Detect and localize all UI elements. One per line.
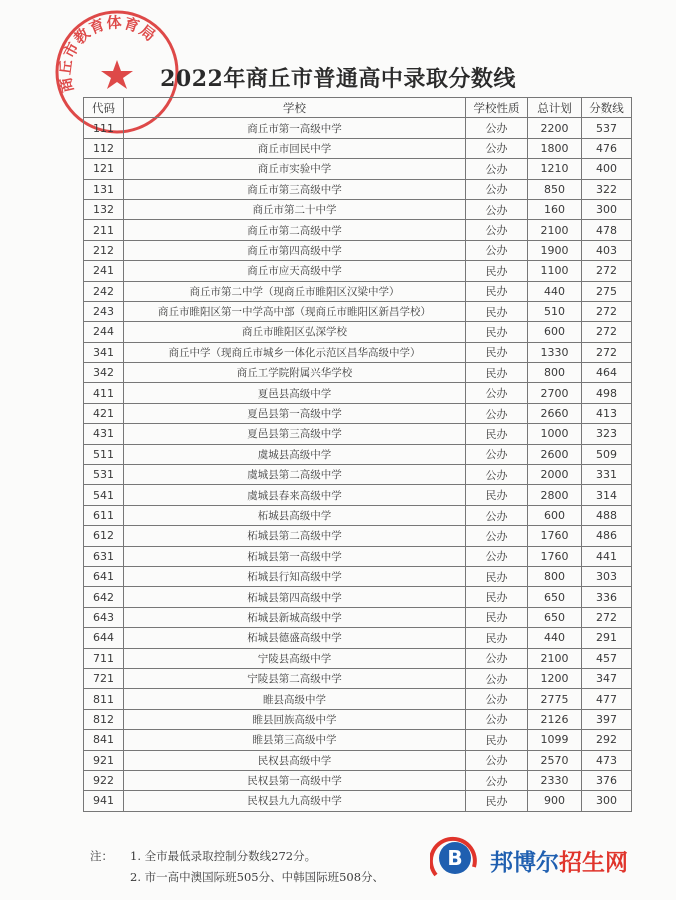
notes-label: 注：	[90, 849, 113, 863]
cell-score: 477	[582, 689, 632, 709]
cell-type: 民办	[466, 566, 528, 586]
cell-code: 641	[84, 566, 124, 586]
cell-school: 商丘市第一高级中学	[124, 118, 466, 138]
cell-score: 400	[582, 159, 632, 179]
cell-school: 商丘市实验中学	[124, 159, 466, 179]
cell-score: 272	[582, 261, 632, 281]
table-row	[84, 403, 632, 423]
cell-score: 336	[582, 587, 632, 607]
cell-plan: 2800	[528, 485, 582, 505]
cell-type: 公办	[466, 403, 528, 423]
cell-plan: 800	[528, 363, 582, 383]
cell-score: 275	[582, 281, 632, 301]
cell-plan: 2660	[528, 403, 582, 423]
cell-code: 212	[84, 240, 124, 260]
table-row	[84, 689, 632, 709]
cell-code: 721	[84, 668, 124, 688]
cell-score: 486	[582, 526, 632, 546]
cell-school: 柘城县第四高级中学	[124, 587, 466, 607]
brand-part-a: 邦博尔	[490, 850, 559, 876]
cell-code: 841	[84, 730, 124, 750]
cell-code: 642	[84, 587, 124, 607]
cell-school: 柘城县德盛高级中学	[124, 628, 466, 648]
cell-code: 132	[84, 199, 124, 219]
cell-school: 柘城县行知高级中学	[124, 566, 466, 586]
cell-code: 244	[84, 322, 124, 342]
cell-code: 211	[84, 220, 124, 240]
cell-plan: 1210	[528, 159, 582, 179]
cell-school: 虞城县第二高级中学	[124, 465, 466, 485]
cell-score: 537	[582, 118, 632, 138]
cell-plan: 2570	[528, 750, 582, 770]
table-row	[84, 199, 632, 219]
cell-type: 民办	[466, 342, 528, 362]
cell-code: 342	[84, 363, 124, 383]
cell-school: 商丘工学院附属兴华学校	[124, 363, 466, 383]
table-row	[84, 281, 632, 301]
cell-code: 631	[84, 546, 124, 566]
table-row	[84, 220, 632, 240]
table-row	[84, 261, 632, 281]
cell-code: 121	[84, 159, 124, 179]
cell-type: 民办	[466, 587, 528, 607]
cell-plan: 440	[528, 281, 582, 301]
cell-school: 商丘中学（现商丘市城乡一体化示范区昌华高级中学）	[124, 342, 466, 362]
cell-code: 511	[84, 444, 124, 464]
cell-plan: 600	[528, 322, 582, 342]
cell-score: 323	[582, 424, 632, 444]
cell-score: 292	[582, 730, 632, 750]
admission-score-table	[83, 97, 632, 812]
cell-plan: 1000	[528, 424, 582, 444]
table-row	[84, 709, 632, 729]
cell-type: 民办	[466, 424, 528, 444]
table-header-row	[84, 98, 632, 118]
table-row	[84, 424, 632, 444]
header-code: 代码	[84, 98, 124, 118]
cell-code: 111	[84, 118, 124, 138]
cell-plan: 1900	[528, 240, 582, 260]
cell-score: 300	[582, 199, 632, 219]
cell-code: 922	[84, 770, 124, 790]
table-row	[84, 668, 632, 688]
table-row	[84, 322, 632, 342]
table-row	[84, 240, 632, 260]
cell-score: 376	[582, 770, 632, 790]
table-row	[84, 750, 632, 770]
cell-code: 612	[84, 526, 124, 546]
cell-school: 虞城县春来高级中学	[124, 485, 466, 505]
cell-plan: 2000	[528, 465, 582, 485]
cell-school: 宁陵县高级中学	[124, 648, 466, 668]
cell-plan: 2330	[528, 770, 582, 790]
cell-school: 商丘市第二高级中学	[124, 220, 466, 240]
cell-code: 812	[84, 709, 124, 729]
cell-score: 303	[582, 566, 632, 586]
cell-type: 民办	[466, 791, 528, 811]
cell-code: 431	[84, 424, 124, 444]
table-row	[84, 159, 632, 179]
cell-code: 531	[84, 465, 124, 485]
cell-type: 民办	[466, 485, 528, 505]
cell-plan: 2100	[528, 648, 582, 668]
cell-plan: 1200	[528, 668, 582, 688]
cell-plan: 440	[528, 628, 582, 648]
cell-plan: 2775	[528, 689, 582, 709]
cell-score: 291	[582, 628, 632, 648]
table-row	[84, 118, 632, 138]
cell-type: 民办	[466, 301, 528, 321]
cell-type: 公办	[466, 220, 528, 240]
cell-code: 644	[84, 628, 124, 648]
b-logo-icon	[430, 835, 480, 881]
table-row	[84, 526, 632, 546]
cell-score: 478	[582, 220, 632, 240]
cell-type: 民办	[466, 607, 528, 627]
table-row	[84, 485, 632, 505]
cell-code: 243	[84, 301, 124, 321]
cell-type: 公办	[466, 648, 528, 668]
header-plan: 总计划	[528, 98, 582, 118]
cell-type: 公办	[466, 138, 528, 158]
cell-type: 公办	[466, 465, 528, 485]
cell-type: 公办	[466, 179, 528, 199]
cell-code: 811	[84, 689, 124, 709]
cell-score: 473	[582, 750, 632, 770]
table-row	[84, 587, 632, 607]
cell-plan: 510	[528, 301, 582, 321]
cell-code: 941	[84, 791, 124, 811]
cell-score: 300	[582, 791, 632, 811]
table-row	[84, 444, 632, 464]
cell-type: 公办	[466, 526, 528, 546]
cell-school: 柘城县高级中学	[124, 505, 466, 525]
cell-score: 272	[582, 607, 632, 627]
cell-plan: 1099	[528, 730, 582, 750]
cell-type: 民办	[466, 628, 528, 648]
cell-school: 商丘市第四高级中学	[124, 240, 466, 260]
cell-score: 347	[582, 668, 632, 688]
watermark-logo	[430, 835, 670, 885]
cell-school: 夏邑县高级中学	[124, 383, 466, 403]
cell-score: 464	[582, 363, 632, 383]
cell-plan: 800	[528, 566, 582, 586]
cell-plan: 1760	[528, 546, 582, 566]
brand-name	[490, 844, 628, 877]
cell-code: 411	[84, 383, 124, 403]
table-row	[84, 301, 632, 321]
cell-score: 509	[582, 444, 632, 464]
cell-type: 公办	[466, 118, 528, 138]
table-row	[84, 770, 632, 790]
cell-type: 公办	[466, 668, 528, 688]
cell-school: 柘城县第一高级中学	[124, 546, 466, 566]
cell-code: 541	[84, 485, 124, 505]
cell-type: 公办	[466, 505, 528, 525]
table-row	[84, 791, 632, 811]
table-row	[84, 546, 632, 566]
cell-code: 241	[84, 261, 124, 281]
cell-type: 民办	[466, 363, 528, 383]
cell-plan: 650	[528, 607, 582, 627]
cell-code: 341	[84, 342, 124, 362]
cell-type: 民办	[466, 730, 528, 750]
cell-school: 商丘市第三高级中学	[124, 179, 466, 199]
cell-plan: 2100	[528, 220, 582, 240]
table-row	[84, 607, 632, 627]
logo-letter: B	[447, 846, 463, 870]
cell-type: 民办	[466, 281, 528, 301]
cell-score: 457	[582, 648, 632, 668]
note-line: 1. 全市最低录取控制分数线272分。	[130, 849, 317, 863]
cell-plan: 1330	[528, 342, 582, 362]
table-row	[84, 465, 632, 485]
cell-type: 公办	[466, 689, 528, 709]
cell-school: 柘城县第二高级中学	[124, 526, 466, 546]
table-row	[84, 342, 632, 362]
cell-plan: 2600	[528, 444, 582, 464]
cell-plan: 900	[528, 791, 582, 811]
cell-school: 虞城县高级中学	[124, 444, 466, 464]
cell-type: 公办	[466, 750, 528, 770]
table-row	[84, 179, 632, 199]
cell-plan: 1800	[528, 138, 582, 158]
cell-type: 公办	[466, 709, 528, 729]
table-row	[84, 505, 632, 525]
cell-school: 商丘市第二中学（现商丘市睢阳区汉梁中学）	[124, 281, 466, 301]
cell-plan: 1100	[528, 261, 582, 281]
cell-code: 643	[84, 607, 124, 627]
cell-type: 民办	[466, 261, 528, 281]
cell-school: 商丘市睢阳区弘深学校	[124, 322, 466, 342]
cell-code: 242	[84, 281, 124, 301]
cell-school: 民权县九九高级中学	[124, 791, 466, 811]
cell-plan: 2200	[528, 118, 582, 138]
cell-code: 131	[84, 179, 124, 199]
cell-type: 公办	[466, 240, 528, 260]
cell-score: 331	[582, 465, 632, 485]
cell-type: 公办	[466, 199, 528, 219]
cell-type: 公办	[466, 383, 528, 403]
cell-school: 民权县第一高级中学	[124, 770, 466, 790]
table-row	[84, 648, 632, 668]
cell-type: 公办	[466, 770, 528, 790]
cell-score: 498	[582, 383, 632, 403]
seal-text: 商丘市教育体育局	[56, 13, 160, 95]
cell-school: 商丘市睢阳区第一中学高中部（现商丘市睢阳区新昌学校）	[124, 301, 466, 321]
cell-code: 611	[84, 505, 124, 525]
cell-score: 476	[582, 138, 632, 158]
cell-type: 公办	[466, 546, 528, 566]
cell-plan: 600	[528, 505, 582, 525]
cell-plan: 1760	[528, 526, 582, 546]
table-row	[84, 628, 632, 648]
cell-score: 413	[582, 403, 632, 423]
cell-school: 睢县高级中学	[124, 689, 466, 709]
cell-school: 夏邑县第一高级中学	[124, 403, 466, 423]
header-school: 学校	[124, 98, 466, 118]
cell-code: 921	[84, 750, 124, 770]
table-row	[84, 566, 632, 586]
note-line: 2. 市一高中澳国际班505分、中韩国际班508分、	[130, 870, 385, 884]
cell-plan: 2700	[528, 383, 582, 403]
table-row	[84, 730, 632, 750]
cell-type: 公办	[466, 159, 528, 179]
cell-plan: 850	[528, 179, 582, 199]
cell-school: 民权县高级中学	[124, 750, 466, 770]
cell-plan: 650	[528, 587, 582, 607]
cell-plan: 2126	[528, 709, 582, 729]
cell-school: 夏邑县第三高级中学	[124, 424, 466, 444]
page-title: 2022年商丘市普通高中录取分数线	[160, 66, 516, 92]
cell-plan: 160	[528, 199, 582, 219]
cell-school: 柘城县新城高级中学	[124, 607, 466, 627]
brand-part-b: 招生网	[559, 850, 628, 876]
cell-score: 314	[582, 485, 632, 505]
cell-score: 272	[582, 301, 632, 321]
table-row	[84, 363, 632, 383]
cell-score: 397	[582, 709, 632, 729]
cell-score: 441	[582, 546, 632, 566]
cell-school: 商丘市应天高级中学	[124, 261, 466, 281]
cell-code: 711	[84, 648, 124, 668]
cell-school: 睢县第三高级中学	[124, 730, 466, 750]
cell-school: 商丘市第二十中学	[124, 199, 466, 219]
cell-school: 商丘市回民中学	[124, 138, 466, 158]
cell-code: 112	[84, 138, 124, 158]
cell-school: 睢县回族高级中学	[124, 709, 466, 729]
table-row	[84, 383, 632, 403]
header-score: 分数线	[582, 98, 632, 118]
cell-type: 公办	[466, 444, 528, 464]
cell-score: 403	[582, 240, 632, 260]
cell-score: 322	[582, 179, 632, 199]
cell-score: 488	[582, 505, 632, 525]
cell-score: 272	[582, 322, 632, 342]
cell-score: 272	[582, 342, 632, 362]
cell-school: 宁陵县第二高级中学	[124, 668, 466, 688]
cell-code: 421	[84, 403, 124, 423]
header-type: 学校性质	[466, 98, 528, 118]
cell-type: 民办	[466, 322, 528, 342]
table-row	[84, 138, 632, 158]
